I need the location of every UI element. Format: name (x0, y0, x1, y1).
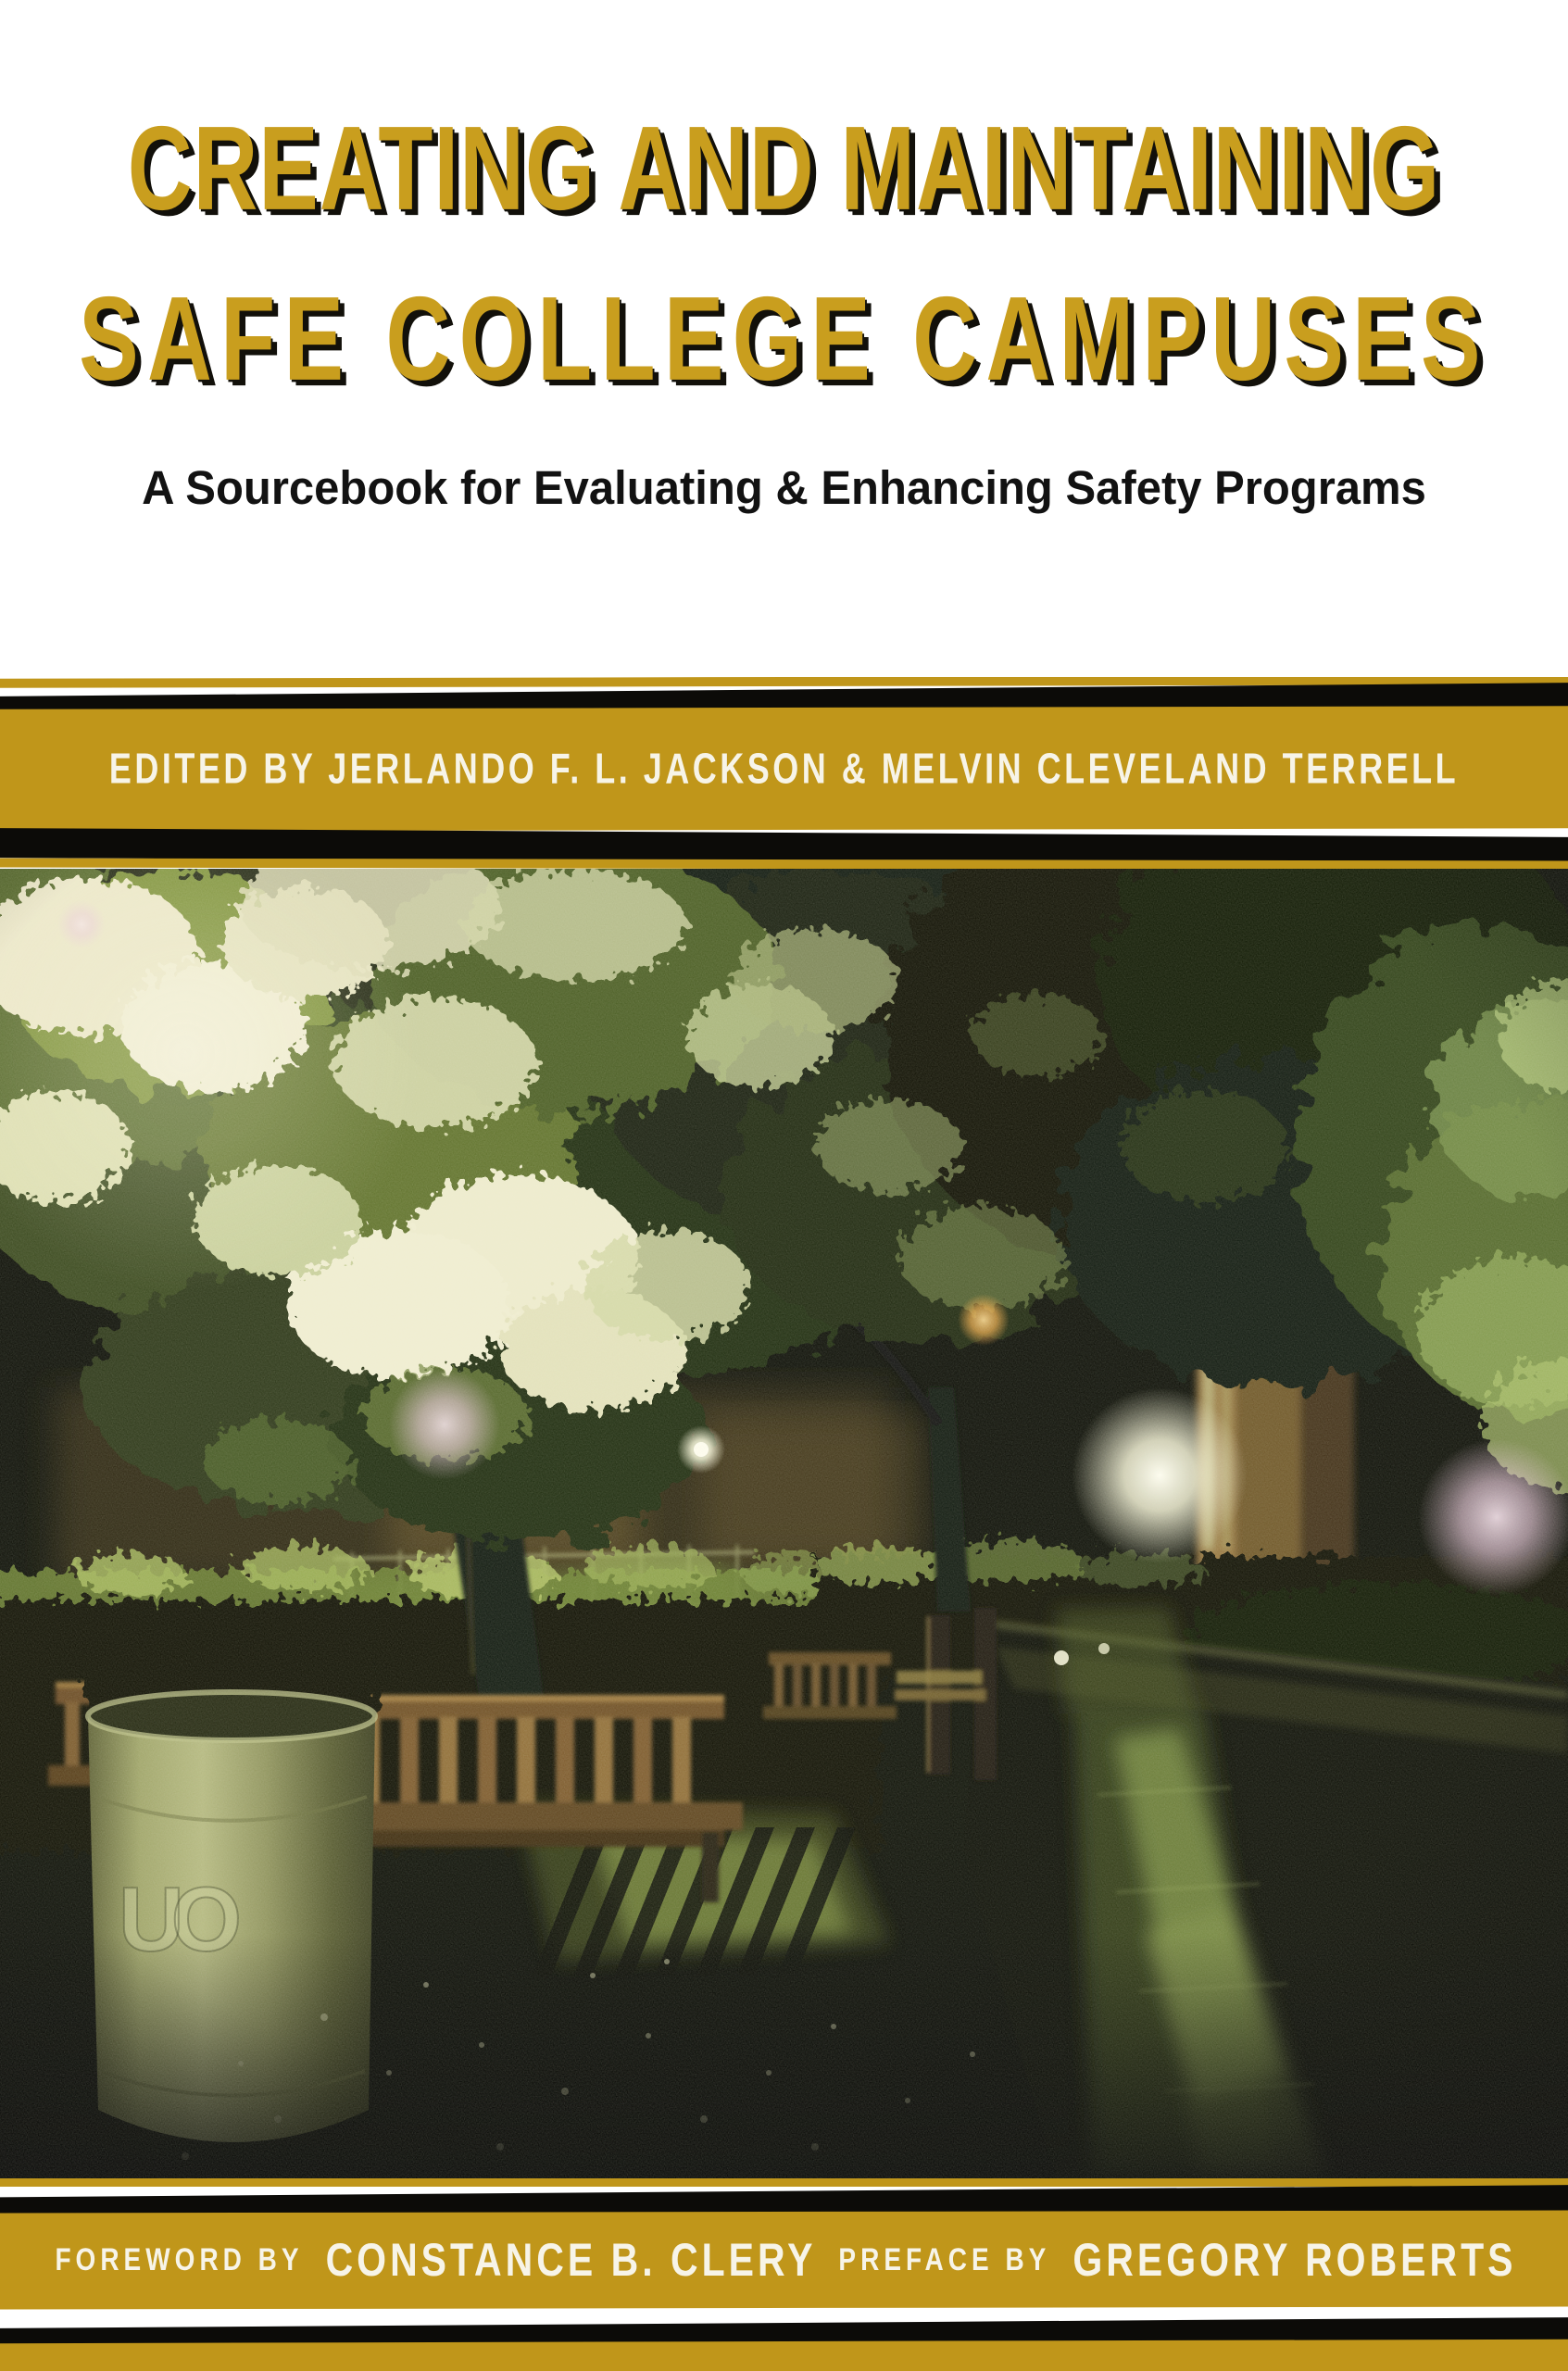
film-grain (0, 869, 1568, 2178)
editors-line: EDITED BY JERLANDO F. L. JACKSON & MELVIN CLEVELAND TERRELL (108, 744, 1460, 793)
credits-ribbon (0, 2178, 1568, 2371)
title-line-1: CREATING AND MAINTAINING (127, 102, 1441, 236)
editors-ribbon (0, 677, 1568, 869)
preface-name: GREGORY ROBERTS (1073, 2233, 1517, 2286)
gold-edge-strip (0, 858, 1568, 869)
subtitle: A Sourcebook for Evaluating & Enhancing Safety Programs (142, 462, 1426, 515)
campus-night-photo (0, 869, 1568, 2178)
credits-line (0, 2202, 1568, 2319)
foreword-name: CONSTANCE B. CLERY (325, 2233, 817, 2286)
gold-edge-strip (0, 2178, 1568, 2187)
title-line-2: SAFE COLLEGE CAMPUSES (79, 272, 1489, 407)
foreword-label: FOREWORD BY (55, 2241, 304, 2277)
preface-label: PREFACE BY (838, 2241, 1051, 2277)
title-block (0, 0, 1568, 513)
gold-edge-strip (0, 2340, 1568, 2371)
